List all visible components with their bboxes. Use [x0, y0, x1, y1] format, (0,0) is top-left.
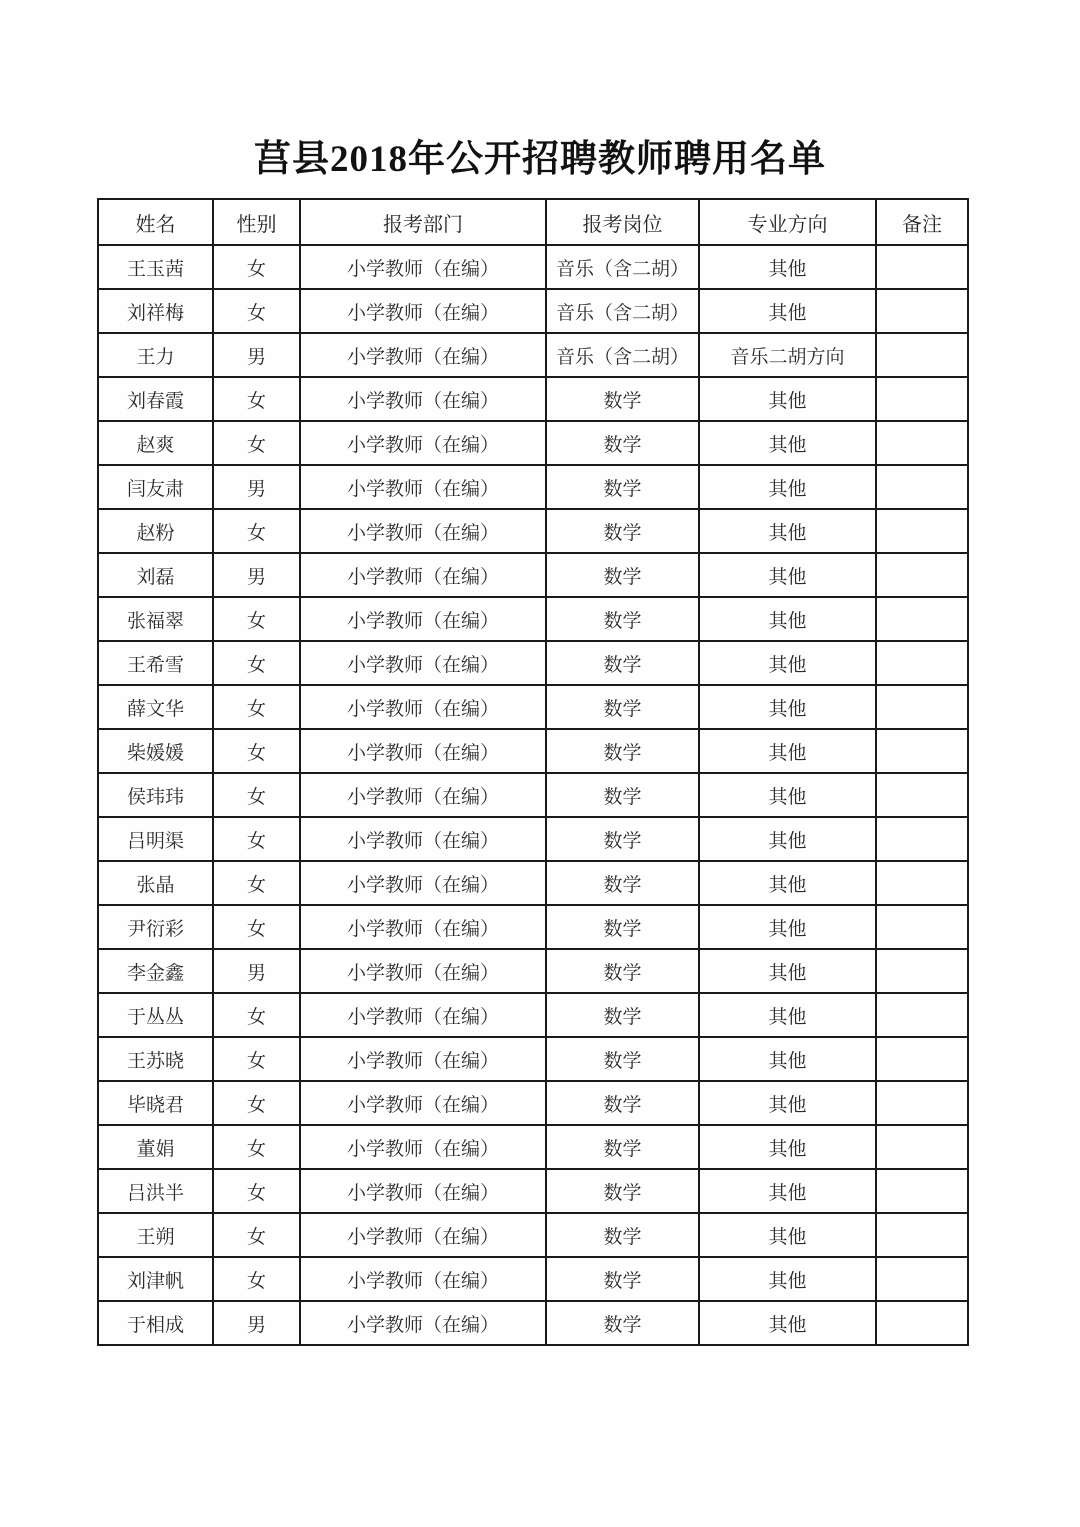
cell-gender: 女: [213, 641, 300, 685]
cell-department: 小学教师（在编）: [300, 1037, 546, 1081]
cell-remark: [876, 685, 968, 729]
table-row: [98, 993, 968, 1037]
cell-remark: [876, 993, 968, 1037]
cell-position: 数学: [546, 993, 699, 1037]
cell-gender: 女: [213, 377, 300, 421]
cell-name: 薛文华: [98, 685, 213, 729]
cell-position: 数学: [546, 509, 699, 553]
cell-position: 音乐（含二胡）: [546, 289, 699, 333]
cell-remark: [876, 1213, 968, 1257]
cell-remark: [876, 553, 968, 597]
cell-direction: 其他: [699, 377, 876, 421]
cell-department: 小学教师（在编）: [300, 377, 546, 421]
table-header: [98, 199, 968, 245]
cell-name: 吕明渠: [98, 817, 213, 861]
cell-department: 小学教师（在编）: [300, 509, 546, 553]
table-row: [98, 597, 968, 641]
cell-name: 尹衍彩: [98, 905, 213, 949]
cell-department: 小学教师（在编）: [300, 465, 546, 509]
cell-name: 王力: [98, 333, 213, 377]
cell-direction: 其他: [699, 1125, 876, 1169]
cell-name: 赵粉: [98, 509, 213, 553]
cell-remark: [876, 1257, 968, 1301]
cell-department: 小学教师（在编）: [300, 773, 546, 817]
column-header-remark: 备注: [876, 199, 968, 245]
table-row: [98, 729, 968, 773]
cell-remark: [876, 1301, 968, 1345]
cell-direction: 其他: [699, 509, 876, 553]
cell-direction: 其他: [699, 949, 876, 993]
cell-department: 小学教师（在编）: [300, 729, 546, 773]
cell-remark: [876, 905, 968, 949]
cell-department: 小学教师（在编）: [300, 245, 546, 289]
table-row: [98, 1301, 968, 1345]
cell-position: 数学: [546, 817, 699, 861]
cell-gender: 女: [213, 1169, 300, 1213]
cell-remark: [876, 817, 968, 861]
cell-direction: 其他: [699, 553, 876, 597]
column-header-position: 报考岗位: [546, 199, 699, 245]
cell-department: 小学教师（在编）: [300, 289, 546, 333]
cell-direction: 其他: [699, 861, 876, 905]
cell-gender: 男: [213, 465, 300, 509]
table-row: [98, 465, 968, 509]
table-row: [98, 1037, 968, 1081]
cell-remark: [876, 641, 968, 685]
cell-name: 侯玮玮: [98, 773, 213, 817]
cell-gender: 女: [213, 597, 300, 641]
table-body: [98, 245, 968, 1345]
cell-remark: [876, 421, 968, 465]
table-row: [98, 421, 968, 465]
cell-position: 数学: [546, 553, 699, 597]
cell-name: 于相成: [98, 1301, 213, 1345]
table-row: [98, 509, 968, 553]
cell-gender: 女: [213, 993, 300, 1037]
cell-position: 数学: [546, 465, 699, 509]
cell-gender: 男: [213, 333, 300, 377]
cell-remark: [876, 509, 968, 553]
cell-name: 王希雪: [98, 641, 213, 685]
cell-position: 数学: [546, 773, 699, 817]
cell-gender: 女: [213, 773, 300, 817]
cell-direction: 其他: [699, 817, 876, 861]
page-title: 莒县2018年公开招聘教师聘用名单: [254, 139, 826, 180]
cell-remark: [876, 861, 968, 905]
cell-remark: [876, 1037, 968, 1081]
cell-position: 数学: [546, 1301, 699, 1345]
column-header-gender: 性别: [213, 199, 300, 245]
table-row: [98, 861, 968, 905]
cell-department: 小学教师（在编）: [300, 597, 546, 641]
cell-department: 小学教师（在编）: [300, 861, 546, 905]
cell-name: 张福翠: [98, 597, 213, 641]
cell-remark: [876, 729, 968, 773]
cell-department: 小学教师（在编）: [300, 1213, 546, 1257]
cell-remark: [876, 1081, 968, 1125]
cell-name: 王玉茜: [98, 245, 213, 289]
cell-department: 小学教师（在编）: [300, 553, 546, 597]
cell-gender: 女: [213, 1037, 300, 1081]
table-row: [98, 1081, 968, 1125]
cell-name: 刘春霞: [98, 377, 213, 421]
cell-name: 董娟: [98, 1125, 213, 1169]
cell-remark: [876, 333, 968, 377]
table-row: [98, 1213, 968, 1257]
table-row: [98, 949, 968, 993]
cell-position: 音乐（含二胡）: [546, 245, 699, 289]
cell-gender: 男: [213, 1301, 300, 1345]
column-header-direction: 专业方向: [699, 199, 876, 245]
table-row: [98, 333, 968, 377]
cell-gender: 男: [213, 553, 300, 597]
table-row: [98, 685, 968, 729]
cell-gender: 女: [213, 1213, 300, 1257]
cell-department: 小学教师（在编）: [300, 1169, 546, 1213]
cell-name: 刘祥梅: [98, 289, 213, 333]
cell-position: 数学: [546, 641, 699, 685]
cell-remark: [876, 245, 968, 289]
cell-gender: 女: [213, 289, 300, 333]
cell-department: 小学教师（在编）: [300, 817, 546, 861]
cell-direction: 其他: [699, 1301, 876, 1345]
cell-position: 数学: [546, 1081, 699, 1125]
cell-gender: 女: [213, 905, 300, 949]
table-row: [98, 641, 968, 685]
table-header-row: [98, 199, 968, 245]
cell-name: 闫友肃: [98, 465, 213, 509]
table-row: [98, 553, 968, 597]
cell-direction: 其他: [699, 993, 876, 1037]
cell-direction: 其他: [699, 641, 876, 685]
cell-department: 小学教师（在编）: [300, 1301, 546, 1345]
cell-department: 小学教师（在编）: [300, 1125, 546, 1169]
cell-remark: [876, 465, 968, 509]
column-header-name: 姓名: [98, 199, 213, 245]
cell-position: 数学: [546, 1125, 699, 1169]
cell-direction: 音乐二胡方向: [699, 333, 876, 377]
cell-direction: 其他: [699, 245, 876, 289]
table-row: [98, 377, 968, 421]
cell-gender: 女: [213, 861, 300, 905]
cell-department: 小学教师（在编）: [300, 905, 546, 949]
cell-position: 数学: [546, 377, 699, 421]
cell-gender: 女: [213, 817, 300, 861]
cell-name: 王朔: [98, 1213, 213, 1257]
cell-name: 柴媛媛: [98, 729, 213, 773]
cell-gender: 女: [213, 1257, 300, 1301]
cell-department: 小学教师（在编）: [300, 641, 546, 685]
table-row: [98, 905, 968, 949]
cell-direction: 其他: [699, 685, 876, 729]
cell-remark: [876, 949, 968, 993]
cell-direction: 其他: [699, 1037, 876, 1081]
cell-remark: [876, 773, 968, 817]
cell-name: 于丛丛: [98, 993, 213, 1037]
cell-remark: [876, 1125, 968, 1169]
cell-department: 小学教师（在编）: [300, 685, 546, 729]
table-row: [98, 289, 968, 333]
cell-name: 毕晓君: [98, 1081, 213, 1125]
cell-position: 数学: [546, 1037, 699, 1081]
cell-gender: 女: [213, 245, 300, 289]
cell-gender: 女: [213, 1125, 300, 1169]
table-row: [98, 817, 968, 861]
cell-gender: 女: [213, 1081, 300, 1125]
cell-department: 小学教师（在编）: [300, 949, 546, 993]
cell-direction: 其他: [699, 1081, 876, 1125]
cell-gender: 女: [213, 421, 300, 465]
cell-name: 吕洪半: [98, 1169, 213, 1213]
cell-department: 小学教师（在编）: [300, 1081, 546, 1125]
cell-direction: 其他: [699, 1257, 876, 1301]
cell-position: 数学: [546, 1213, 699, 1257]
cell-position: 数学: [546, 421, 699, 465]
cell-gender: 女: [213, 729, 300, 773]
cell-name: 刘磊: [98, 553, 213, 597]
table-row: [98, 1169, 968, 1213]
cell-direction: 其他: [699, 289, 876, 333]
cell-position: 数学: [546, 949, 699, 993]
cell-name: 张晶: [98, 861, 213, 905]
cell-direction: 其他: [699, 729, 876, 773]
cell-name: 王苏晓: [98, 1037, 213, 1081]
cell-remark: [876, 289, 968, 333]
cell-position: 数学: [546, 597, 699, 641]
cell-remark: [876, 1169, 968, 1213]
cell-direction: 其他: [699, 597, 876, 641]
cell-remark: [876, 377, 968, 421]
cell-position: 数学: [546, 1169, 699, 1213]
cell-department: 小学教师（在编）: [300, 993, 546, 1037]
cell-position: 数学: [546, 905, 699, 949]
cell-position: 数学: [546, 729, 699, 773]
cell-name: 刘津帆: [98, 1257, 213, 1301]
cell-position: 数学: [546, 861, 699, 905]
cell-direction: 其他: [699, 905, 876, 949]
cell-direction: 其他: [699, 465, 876, 509]
cell-gender: 女: [213, 509, 300, 553]
cell-name: 赵爽: [98, 421, 213, 465]
cell-remark: [876, 597, 968, 641]
cell-direction: 其他: [699, 773, 876, 817]
cell-position: 数学: [546, 1257, 699, 1301]
table-row: [98, 1257, 968, 1301]
recruitment-table: [97, 198, 969, 1346]
cell-department: 小学教师（在编）: [300, 1257, 546, 1301]
cell-gender: 男: [213, 949, 300, 993]
table-row: [98, 245, 968, 289]
table-row: [98, 773, 968, 817]
cell-gender: 女: [213, 685, 300, 729]
cell-direction: 其他: [699, 421, 876, 465]
cell-department: 小学教师（在编）: [300, 421, 546, 465]
cell-direction: 其他: [699, 1169, 876, 1213]
column-header-department: 报考部门: [300, 199, 546, 245]
table-row: [98, 1125, 968, 1169]
cell-direction: 其他: [699, 1213, 876, 1257]
cell-position: 数学: [546, 685, 699, 729]
cell-name: 李金鑫: [98, 949, 213, 993]
cell-position: 音乐（含二胡）: [546, 333, 699, 377]
cell-department: 小学教师（在编）: [300, 333, 546, 377]
